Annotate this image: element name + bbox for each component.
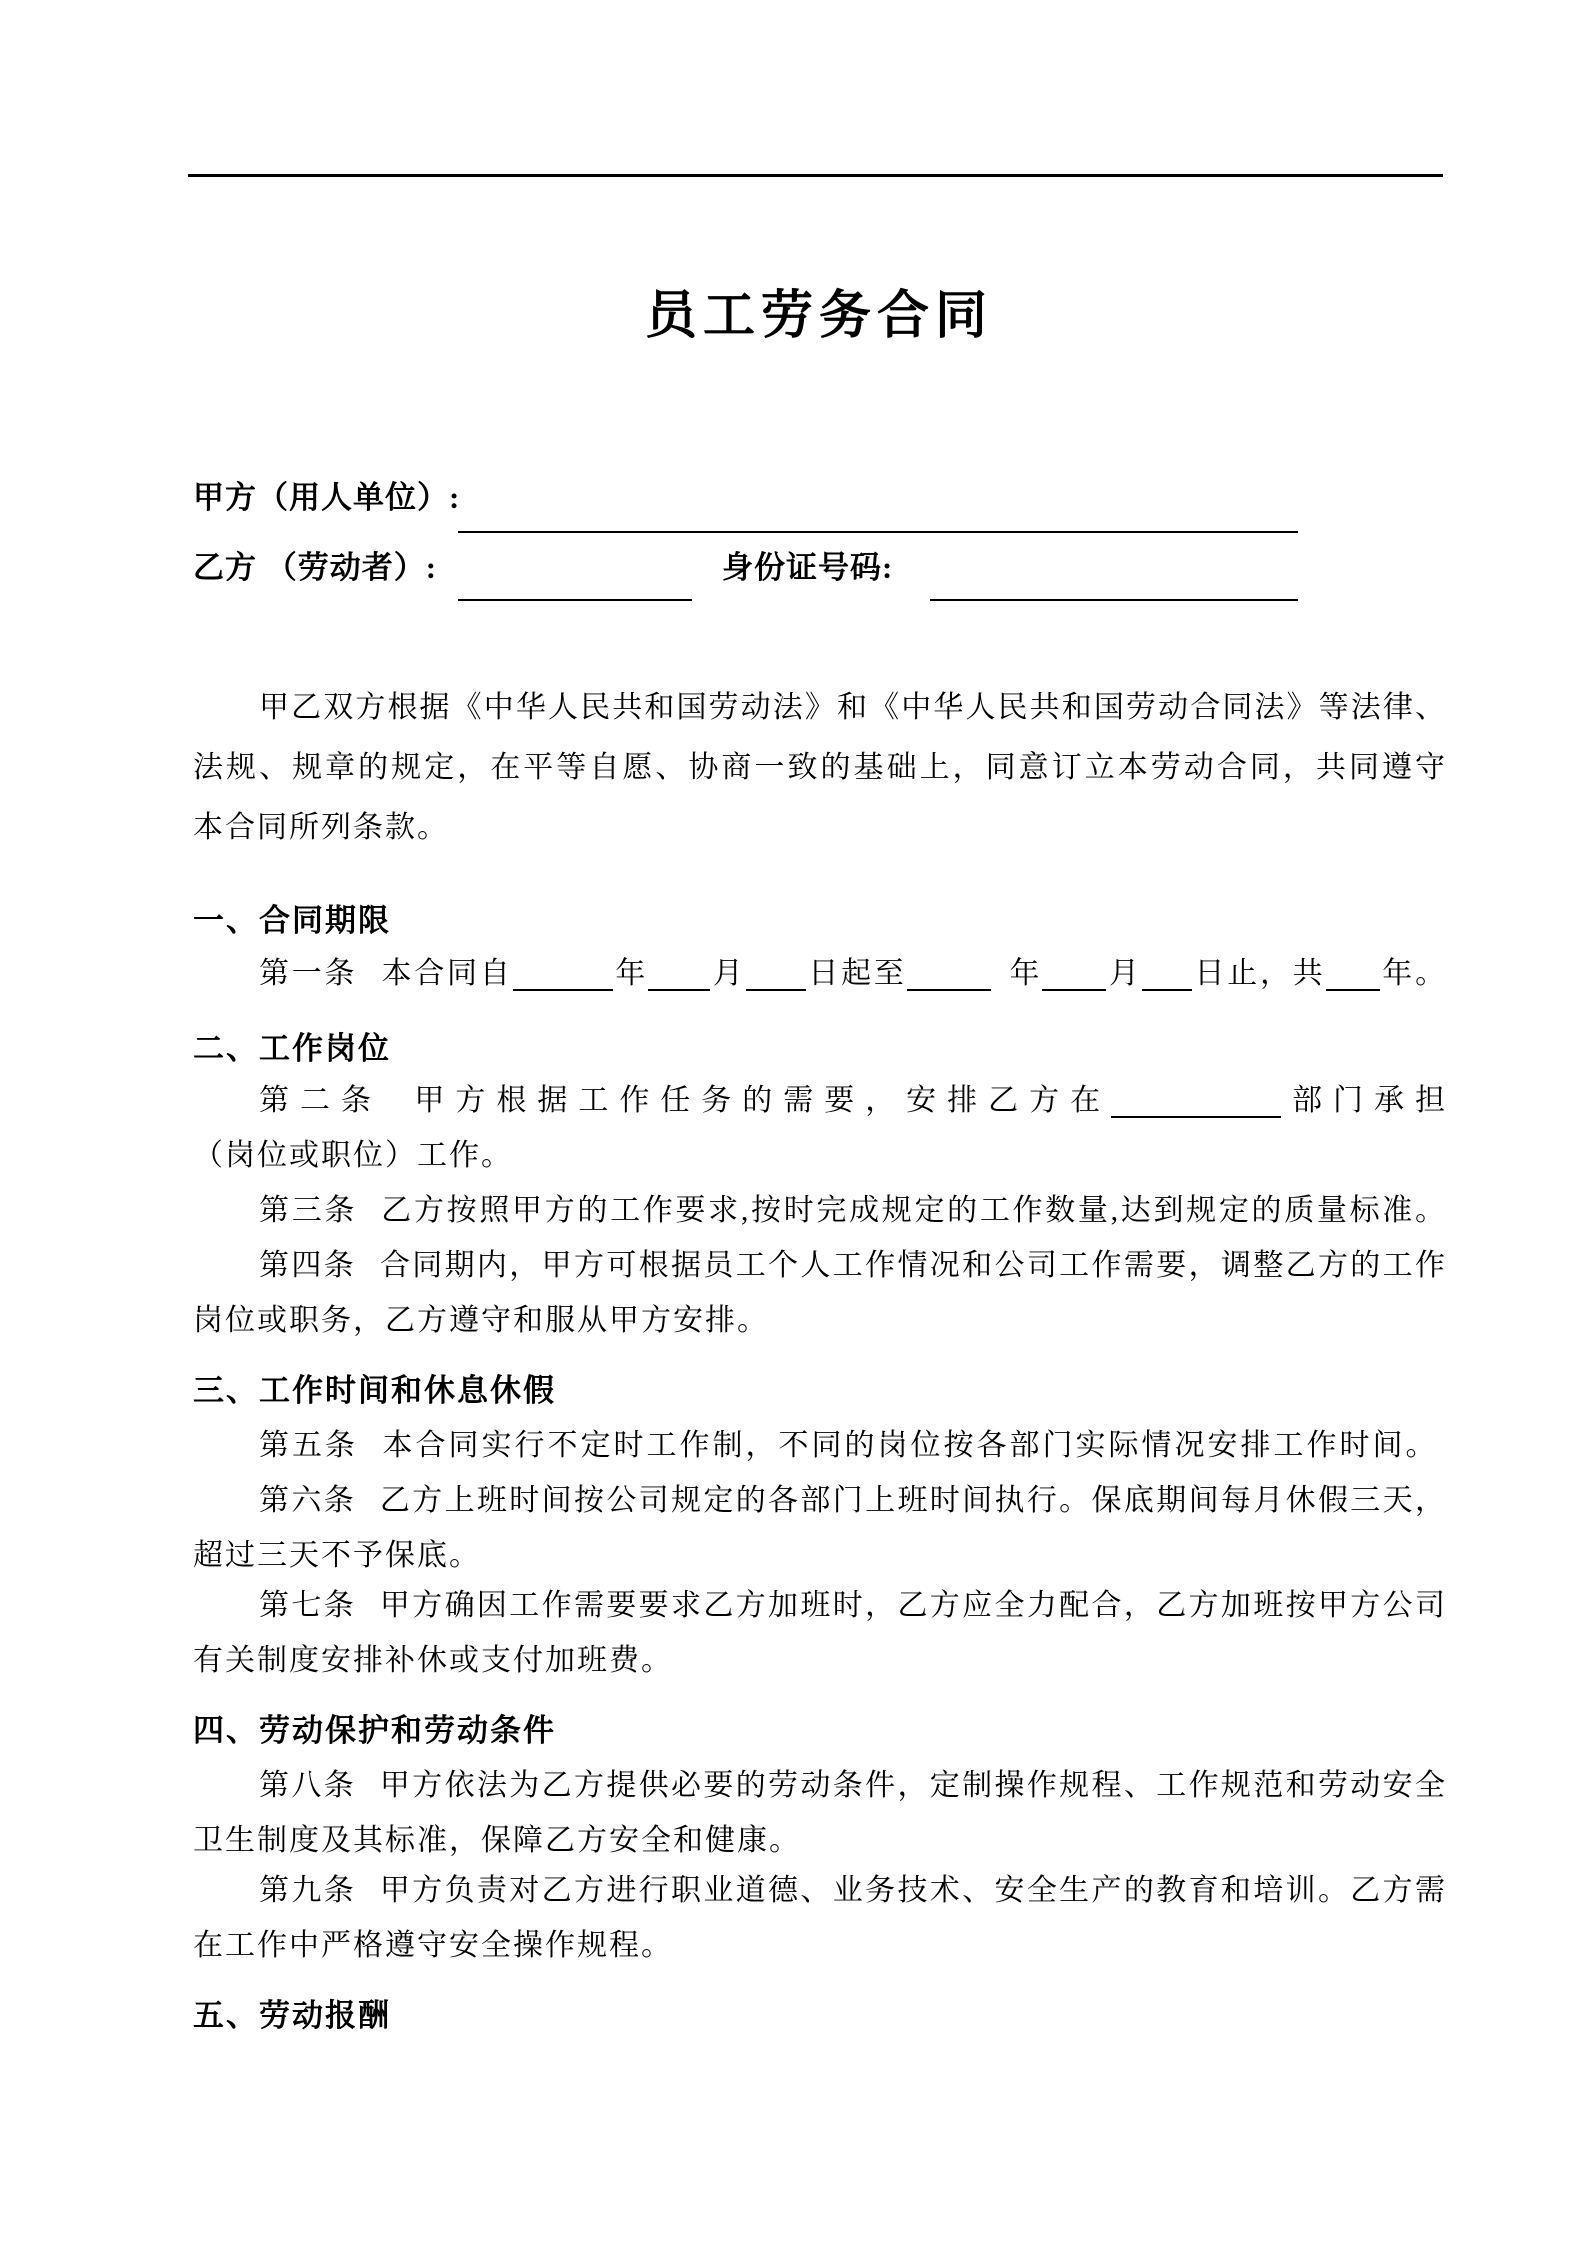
clause-1-text-7: 日止，共 <box>1191 957 1326 990</box>
clause-5-paragraph <box>193 1418 1445 1473</box>
clause-7-line-1: 第七条 甲方确因工作需要要求乙方加班时，乙方应全力配合，乙方加班按甲方公司 <box>259 1589 1445 1622</box>
clause-2-line-1 <box>193 1073 1445 1128</box>
total-years-blank[interactable] <box>1326 989 1380 991</box>
clause-1-line <box>193 946 1445 1001</box>
party-a-name-field[interactable] <box>458 531 1298 533</box>
clause-1-text-6: 月 <box>1106 957 1142 990</box>
end-year-blank[interactable] <box>907 989 991 991</box>
document-title: 员工劳务合同 <box>644 287 993 345</box>
clause-4-paragraph <box>193 1238 1445 1348</box>
clause-5-line: 第五条 本合同实行不定时工作制，不同的岗位按各部门实际情况安排工作时间。 <box>259 1429 1439 1462</box>
id-number-label: 身份证号码: <box>722 550 894 585</box>
clause-9-line-1: 第九条 甲方负责对乙方进行职业道德、业务技术、安全生产的教育和培训。乙方需 <box>259 1874 1445 1907</box>
clause-3-line: 第三条 乙方按照甲方的工作要求,按时完成规定的工作数量,达到规定的质量标准。 <box>259 1194 1445 1227</box>
clause-6-line-2: 超过三天不予保底。 <box>193 1539 481 1572</box>
department-blank[interactable] <box>1111 1116 1281 1118</box>
clause-6-paragraph <box>193 1473 1445 1583</box>
clause-8-paragraph <box>193 1758 1445 1868</box>
clause-8-line-1: 第八条 甲方依法为乙方提供必要的劳动条件，定制操作规程、工作规范和劳动安全 <box>259 1769 1445 1802</box>
clause-2-text-b: 部门承担 <box>1281 1084 1446 1117</box>
clause-4-line-2: 岗位或职务，乙方遵守和服从甲方安排。 <box>193 1304 769 1337</box>
preamble-line-3: 本合同所列条款。 <box>193 811 449 844</box>
clause-1-text-3: 月 <box>710 957 746 990</box>
preamble-paragraph <box>193 678 1445 858</box>
clause-7-line-2: 有关制度安排补休或支付加班费。 <box>193 1644 673 1677</box>
start-month-blank[interactable] <box>648 989 710 991</box>
start-year-blank[interactable] <box>513 989 613 991</box>
start-day-blank[interactable] <box>746 989 806 991</box>
section-4-heading: 四、劳动保护和劳动条件 <box>193 1713 556 1748</box>
party-a-label: 甲方（用人单位）: <box>193 480 461 515</box>
clause-2-text-a: 第二条 甲方根据工作任务的需要，安排乙方在 <box>259 1084 1112 1117</box>
preamble-line-1: 甲乙双方根据《中华人民共和国劳动法》和《中华人民共和国劳动合同法》等法律、 <box>259 691 1445 724</box>
clause-2-line-2: （岗位或职位）工作。 <box>193 1139 513 1172</box>
end-day-blank[interactable] <box>1142 989 1192 991</box>
clause-6-line-1: 第六条 乙方上班时间按公司规定的各部门上班时间执行。保底期间每月休假三天， <box>259 1484 1445 1517</box>
clause-3-paragraph <box>193 1183 1445 1238</box>
clause-1-text-2: 年 <box>612 957 649 990</box>
clause-7-paragraph <box>193 1578 1445 1688</box>
clause-8-line-2: 卫生制度及其标准，保障乙方安全和健康。 <box>193 1824 801 1857</box>
section-1-heading: 一、合同期限 <box>193 903 391 938</box>
clause-1-text-1: 第一条 本合同自 <box>259 957 513 990</box>
clause-1-text-4: 日起至 <box>805 957 907 990</box>
party-b-label: 乙方 （劳动者）: <box>193 550 438 585</box>
top-divider-rule <box>188 174 1443 177</box>
clause-9-paragraph <box>193 1863 1445 1973</box>
clause-1-text-5: 年 <box>1006 957 1043 990</box>
party-b-name-field[interactable] <box>458 599 692 601</box>
clause-1-paragraph <box>193 946 1445 1001</box>
clause-4-line-1: 第四条 合同期内，甲方可根据员工个人工作情况和公司工作需要，调整乙方的工作 <box>259 1249 1445 1282</box>
clause-1-text-8: 年。 <box>1379 957 1446 990</box>
preamble-line-2: 法规、规章的规定，在平等自愿、协商一致的基础上，同意订立本劳动合同，共同遵守 <box>193 751 1445 784</box>
clause-9-line-2: 在工作中严格遵守安全操作规程。 <box>193 1929 673 1962</box>
id-number-field[interactable] <box>930 599 1298 601</box>
section-2-heading: 二、工作岗位 <box>193 1031 391 1066</box>
section-3-heading: 三、工作时间和休息休假 <box>193 1373 556 1408</box>
end-month-blank[interactable] <box>1042 989 1106 991</box>
clause-2-paragraph <box>193 1073 1445 1183</box>
section-5-heading: 五、劳动报酬 <box>193 1998 391 2033</box>
